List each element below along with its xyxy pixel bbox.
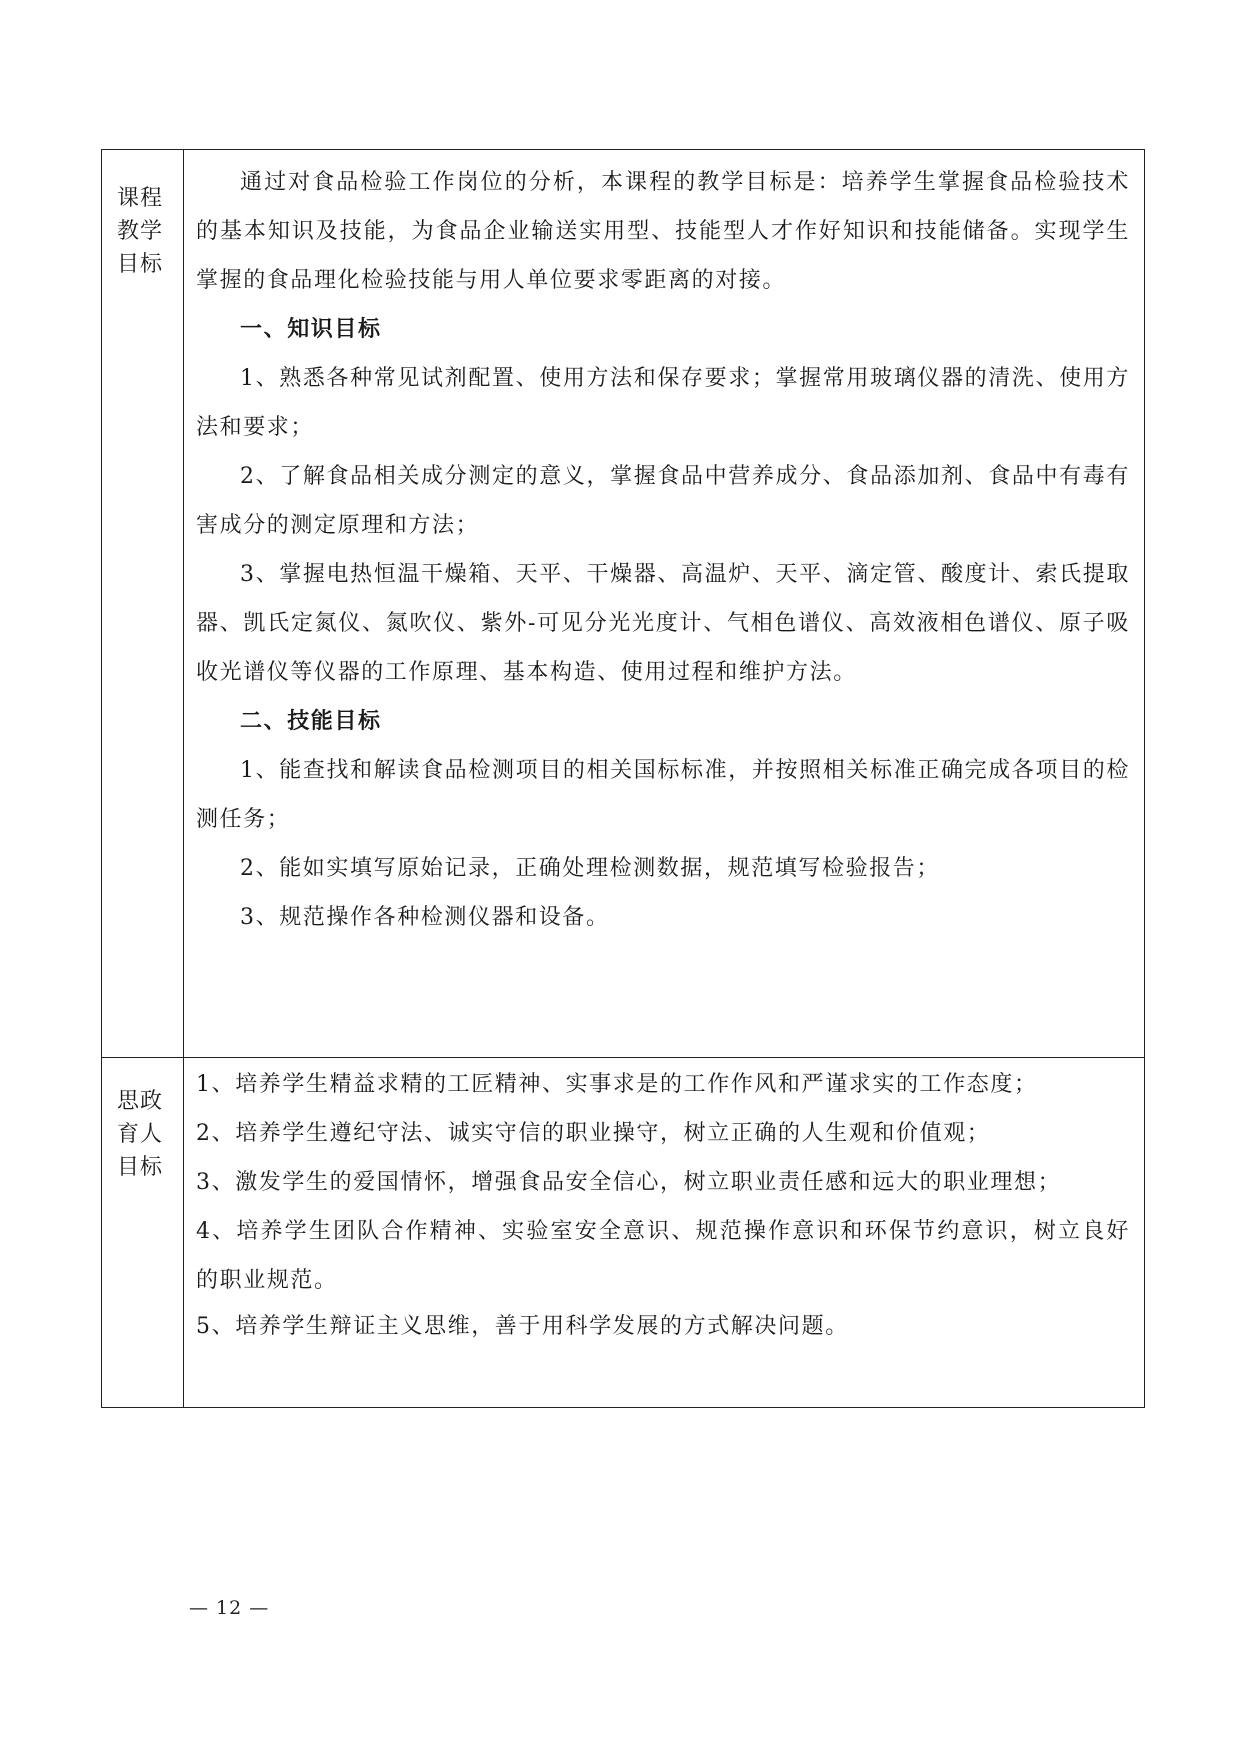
skill-item: 3、规范操作各种检测仪器和设备。 (240, 905, 610, 930)
ideological-item: 2、培养学生遵纪守法、诚实守信的职业操守，树立正确的人生观和价值观； (196, 1121, 991, 1146)
teaching-objectives-row (102, 150, 1145, 1058)
ideological-objectives-row (102, 1058, 1145, 1408)
knowledge-item: 2、了解食品相关成分测定的意义，掌握食品中营养成分、食品添加剂、食品中有毒有害成分的测定原理和方法； (196, 464, 1130, 538)
knowledge-item: 1、熟悉各种常见试剂配置、使用方法和保存要求；掌握常用玻璃仪器的清洗、使用方法和要求； (196, 366, 1130, 440)
skill-item: 2、能如实填写原始记录，正确处理检测数据，规范填写检验报告； (240, 856, 940, 881)
skill-objectives-heading: 二、技能目标 (240, 708, 382, 734)
ideological-item: 5、培养学生辩证主义思维，善于用科学发展的方式解决问题。 (196, 1314, 849, 1339)
knowledge-objectives-heading: 一、知识目标 (240, 316, 382, 342)
teaching-objectives-label-cell (102, 150, 184, 1058)
ideological-item: 4、培养学生团队合作精神、实验室安全意识、规范操作意识和环保节约意识，树立良好的职业规范。 (196, 1219, 1130, 1293)
knowledge-item: 3、掌握电热恒温干燥箱、天平、干燥器、高温炉、天平、滴定管、酸度计、索氏提取器、凯氏定氮仪、氮吹仪、紫外-可见分光光度计、气相色谱仪、高效液相色谱仪、原子吸收光谱仪等仪器的工作原理、基本构造、使用过程和维护方法。 (196, 562, 1130, 685)
ideological-item: 1、培养学生精益求精的工匠精神、实事求是的工作作风和严谨求实的工作态度； (196, 1072, 1038, 1097)
ideological-item: 3、激发学生的爱国情怀，增强食品安全信心，树立职业责任感和远大的职业理想； (196, 1170, 1062, 1195)
page-number: — 12 — (189, 1597, 270, 1619)
ideological-objectives-content (184, 1058, 1145, 1408)
teaching-objectives-label: 课程教学目标 (117, 186, 164, 277)
course-objectives-table (101, 149, 1145, 1408)
ideological-objectives-label-cell (102, 1058, 184, 1408)
ideological-objectives-label: 思政育人目标 (117, 1089, 164, 1180)
skill-item: 1、能查找和解读食品检测项目的相关国标标准，并按照相关标准正确完成各项目的检测任务； (196, 758, 1130, 832)
teaching-objectives-content (184, 150, 1145, 1058)
objectives-intro: 通过对食品检验工作岗位的分析，本课程的教学目标是：培养学生掌握食品检验技术的基本知识及技能，为食品企业输送实用型、技能型人才作好知识和技能储备。实现学生掌握的食品理化检验技能与用人单位要求零距离的对接。 (196, 170, 1130, 293)
